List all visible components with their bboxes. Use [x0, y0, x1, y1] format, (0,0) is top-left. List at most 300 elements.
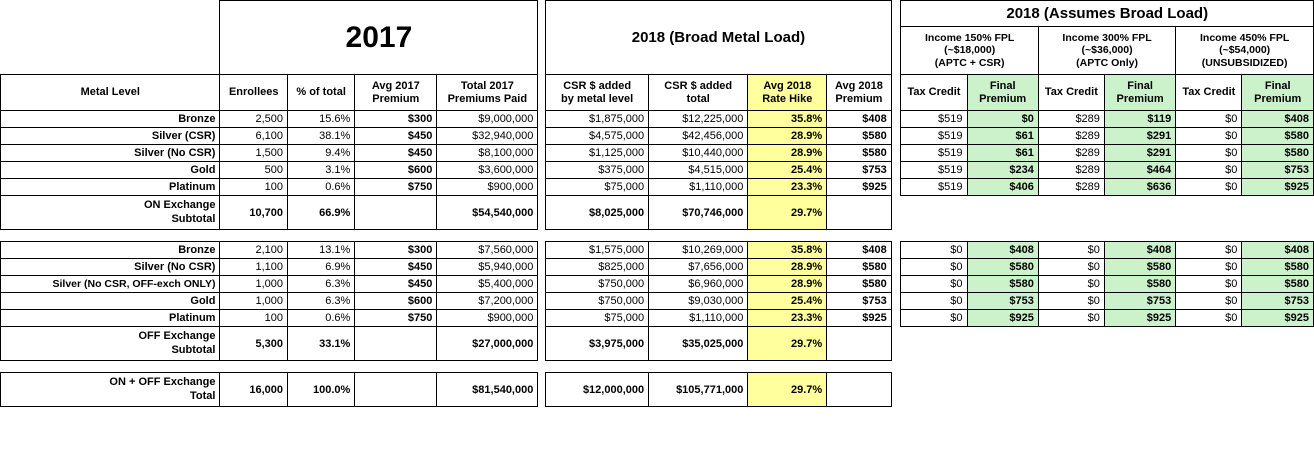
cell-final-premium-150: $753: [967, 293, 1038, 310]
grand-total-line1: ON + OFF Exchange: [109, 375, 216, 388]
cell-pct: 0.6%: [287, 179, 354, 196]
cell-avg2018: $408: [827, 111, 892, 128]
cell-final-premium-150: $580: [967, 259, 1038, 276]
cell-final-premium-300: $119: [1104, 111, 1175, 128]
income-300-line1: Income 300% FPL: [1062, 31, 1152, 44]
header-pct-of-total: [287, 75, 354, 111]
cell-avg2017: $450: [355, 128, 437, 145]
cell-tax-credit-450: $0: [1176, 145, 1242, 162]
cell-avg2017: $450: [355, 276, 437, 293]
empty-cell: [901, 327, 967, 361]
cell-pct: 33.1%: [287, 327, 354, 361]
cell-final-premium-450: $925: [1242, 179, 1314, 196]
cell-tax-credit-150: $519: [901, 179, 967, 196]
table-row: [1, 293, 1314, 310]
cell-enrollees: 5,300: [220, 327, 288, 361]
empty-cell: [967, 196, 1038, 230]
cell-avg2017: [355, 373, 437, 407]
header-enrollees-label: Enrollees: [228, 86, 279, 99]
spacer-cell: [891, 242, 901, 259]
cell-rate-hike: 28.9%: [748, 145, 827, 162]
spacer-cell: [538, 128, 546, 145]
empty-cell: [1104, 373, 1175, 407]
spacer-cell: [891, 327, 901, 361]
spacer-cell: [891, 276, 901, 293]
spacer-cell: [538, 1, 546, 27]
spacer-cell: [891, 310, 901, 327]
row-label: Bronze: [1, 111, 220, 128]
cell-csr-metal: $1,125,000: [546, 145, 649, 162]
cell-total2017: $9,000,000: [437, 111, 538, 128]
cell-total2017: $27,000,000: [437, 327, 538, 361]
cell-final-premium-150: $61: [967, 145, 1038, 162]
header-tot2017-line2: Premiums Paid: [447, 92, 528, 105]
cell-tax-credit-450: $0: [1176, 128, 1242, 145]
cell-tax-credit-300: $0: [1038, 259, 1104, 276]
header-avg2017-line1: Avg 2017: [371, 79, 420, 92]
cell-final-premium-150: $925: [967, 310, 1038, 327]
cell-avg2017: [355, 327, 437, 361]
table-row: [1, 145, 1314, 162]
cell-enrollees: 6,100: [220, 128, 288, 145]
cell-tax-credit-150: $519: [901, 111, 967, 128]
grand-total-row: [1, 373, 1314, 407]
cell-total2017: $5,400,000: [437, 276, 538, 293]
cell-avg2017: $450: [355, 145, 437, 162]
cell-csr-total: $42,456,000: [649, 128, 748, 145]
header-metal-level: [1, 75, 220, 111]
section-gap: [1, 230, 1314, 242]
income-450-header: [1176, 27, 1314, 75]
cell-final-premium-300: $291: [1104, 128, 1175, 145]
off-subtotal-line1: OFF Exchange: [138, 329, 216, 342]
cell-csr-metal: $75,000: [546, 179, 649, 196]
cell-pct: 15.6%: [287, 111, 354, 128]
cell-total2017: $7,200,000: [437, 293, 538, 310]
cell-tax-credit-150: $0: [901, 242, 967, 259]
row-label: Platinum: [1, 310, 220, 327]
title-2017-cell: [220, 1, 538, 75]
header-fp450-line1: Final: [1264, 79, 1291, 92]
spacer-cell: [891, 259, 901, 276]
header-csr-total: [649, 75, 748, 111]
cell-final-premium-300: $753: [1104, 293, 1175, 310]
empty-cell: [1104, 327, 1175, 361]
cell-avg2018: [827, 327, 892, 361]
spacer-cell: [1, 1, 220, 27]
row-label: [1, 196, 220, 230]
header-final-premium-450: [1242, 75, 1314, 111]
spacer-cell: [891, 196, 901, 230]
off-subtotal-line2: Subtotal: [171, 343, 216, 356]
income-150-line3: (APTC + CSR): [934, 56, 1005, 69]
cell-final-premium-300: $580: [1104, 259, 1175, 276]
section-gap: [1, 361, 1314, 373]
cell-rate-hike: 35.8%: [748, 111, 827, 128]
income-450-line3: (UNSUBSIDIZED): [1201, 56, 1288, 69]
cell-csr-total: $1,110,000: [649, 179, 748, 196]
empty-cell: [1038, 196, 1104, 230]
spacer-cell: [891, 111, 901, 128]
income-450-line1: Income 450% FPL: [1199, 31, 1290, 44]
cell-enrollees: 1,500: [220, 145, 288, 162]
cell-rate-hike: 23.3%: [748, 310, 827, 327]
cell-tax-credit-150: $519: [901, 128, 967, 145]
cell-avg2017: $300: [355, 111, 437, 128]
cell-total2017: $5,940,000: [437, 259, 538, 276]
cell-csr-total: $12,225,000: [649, 111, 748, 128]
cell-csr-total: $6,960,000: [649, 276, 748, 293]
header-csr-by-metal: [546, 75, 649, 111]
header-tc300-label: Tax Credit: [1044, 86, 1098, 99]
header-csrtotal-line2: total: [686, 92, 710, 105]
cell-csr-total: $10,269,000: [649, 242, 748, 259]
empty-cell: [1038, 327, 1104, 361]
cell-csr-metal: $750,000: [546, 293, 649, 310]
cell-tax-credit-300: $289: [1038, 145, 1104, 162]
cell-avg2018: $580: [827, 276, 892, 293]
empty-cell: [901, 373, 967, 407]
spacer-cell: [891, 179, 901, 196]
title-2018-broad-cell: [546, 1, 892, 75]
cell-csr-total: $10,440,000: [649, 145, 748, 162]
header-enrollees: [220, 75, 288, 111]
cell-avg2018: [827, 196, 892, 230]
spacer-cell: [891, 27, 901, 75]
row-label: Silver (CSR): [1, 128, 220, 145]
cell-pct: 13.1%: [287, 242, 354, 259]
cell-csr-metal: $750,000: [546, 276, 649, 293]
cell-csr-metal: $825,000: [546, 259, 649, 276]
spacer-cell: [891, 293, 901, 310]
subtotal-row-on-exchange: [1, 196, 1314, 230]
empty-cell: [967, 373, 1038, 407]
header-tot2017-line1: Total 2017: [460, 79, 514, 92]
spacer-cell: [538, 293, 546, 310]
header-csrmetal-line2: by metal level: [561, 92, 634, 105]
spacer-cell: [538, 259, 546, 276]
cell-final-premium-300: $580: [1104, 276, 1175, 293]
row-label: Silver (No CSR, OFF-exch ONLY): [1, 276, 220, 293]
cell-csr-total: $70,746,000: [649, 196, 748, 230]
spacer-cell: [1, 27, 220, 75]
table-row: [1, 276, 1314, 293]
row-label: [1, 373, 220, 407]
spacer-cell: [538, 145, 546, 162]
spacer-cell: [538, 162, 546, 179]
cell-tax-credit-300: $289: [1038, 111, 1104, 128]
cell-avg2017: $750: [355, 179, 437, 196]
income-150-header: [901, 27, 1038, 75]
header-avg-2017-premium: [355, 75, 437, 111]
spacer-cell: [538, 276, 546, 293]
cell-avg2017: $600: [355, 293, 437, 310]
cell-rate-hike: 29.7%: [748, 327, 827, 361]
cell-rate-hike: 23.3%: [748, 179, 827, 196]
spacer-cell: [891, 75, 901, 111]
cell-pct: 38.1%: [287, 128, 354, 145]
header-final-premium-150: [967, 75, 1038, 111]
cell-rate-hike: 29.7%: [748, 196, 827, 230]
spacer-cell: [538, 27, 546, 75]
header-total-2017-premiums: [437, 75, 538, 111]
cell-tax-credit-450: $0: [1176, 111, 1242, 128]
cell-final-premium-300: $464: [1104, 162, 1175, 179]
empty-cell: [901, 196, 967, 230]
empty-cell: [1242, 327, 1314, 361]
row-label: [1, 327, 220, 361]
header-avg-2018-premium: [827, 75, 892, 111]
cell-rate-hike: 28.9%: [748, 276, 827, 293]
cell-enrollees: 2,100: [220, 242, 288, 259]
cell-csr-metal: $4,575,000: [546, 128, 649, 145]
header-fp450-line2: Premium: [1254, 92, 1302, 105]
cell-enrollees: 16,000: [220, 373, 288, 407]
cell-final-premium-300: $636: [1104, 179, 1175, 196]
empty-cell: [1038, 373, 1104, 407]
cell-final-premium-300: $925: [1104, 310, 1175, 327]
income-300-line2: (~$36,000): [1081, 44, 1133, 57]
cell-tax-credit-300: $289: [1038, 162, 1104, 179]
income-150-line2: (~$18,000): [944, 44, 996, 57]
header-tc450-label: Tax Credit: [1182, 86, 1236, 99]
cell-tax-credit-300: $0: [1038, 276, 1104, 293]
table-row: [1, 111, 1314, 128]
on-subtotal-line2: Subtotal: [171, 212, 216, 225]
cell-final-premium-450: $753: [1242, 162, 1314, 179]
cell-total2017: $81,540,000: [437, 373, 538, 407]
table-row: [1, 128, 1314, 145]
header-fp150-line2: Premium: [979, 92, 1027, 105]
cell-enrollees: 1,000: [220, 276, 288, 293]
income-150-line1: Income 150% FPL: [925, 31, 1015, 44]
cell-total2017: $8,100,000: [437, 145, 538, 162]
cell-final-premium-300: $408: [1104, 242, 1175, 259]
cell-tax-credit-300: $0: [1038, 310, 1104, 327]
cell-tax-credit-450: $0: [1176, 259, 1242, 276]
cell-csr-total: $1,110,000: [649, 310, 748, 327]
spacer-cell: [891, 373, 901, 407]
spacer-cell: [538, 327, 546, 361]
header-tax-credit-450: [1176, 75, 1242, 111]
cell-csr-metal: $8,025,000: [546, 196, 649, 230]
cell-pct: 6.9%: [287, 259, 354, 276]
cell-rate-hike: 25.4%: [748, 293, 827, 310]
row-label: Silver (No CSR): [1, 259, 220, 276]
cell-tax-credit-300: $0: [1038, 293, 1104, 310]
title-2018-assumes-broad-load: 2018 (Assumes Broad Load): [1006, 5, 1209, 22]
spacer-cell: [538, 242, 546, 259]
cell-pct: 3.1%: [287, 162, 354, 179]
empty-cell: [1242, 196, 1314, 230]
header-fp300-line1: Final: [1127, 79, 1153, 92]
cell-final-premium-150: $234: [967, 162, 1038, 179]
cell-tax-credit-150: $519: [901, 145, 967, 162]
cell-final-premium-450: $408: [1242, 242, 1314, 259]
table-row: [1, 179, 1314, 196]
table-row: [1, 242, 1314, 259]
cell-avg2018: [827, 373, 892, 407]
cell-enrollees: 1,100: [220, 259, 288, 276]
cell-csr-metal: $1,575,000: [546, 242, 649, 259]
spacer-cell: [891, 145, 901, 162]
row-label: Bronze: [1, 242, 220, 259]
cell-avg2018: $580: [827, 128, 892, 145]
cell-final-premium-150: $580: [967, 276, 1038, 293]
cell-pct: 66.9%: [287, 196, 354, 230]
cell-tax-credit-300: $289: [1038, 179, 1104, 196]
cell-csr-total: $4,515,000: [649, 162, 748, 179]
spacer-cell: [538, 75, 546, 111]
cell-tax-credit-300: $0: [1038, 242, 1104, 259]
cell-final-premium-150: $408: [967, 242, 1038, 259]
spacer-cell: [891, 162, 901, 179]
cell-final-premium-450: $580: [1242, 145, 1314, 162]
title-2018-broad-metal-load: 2018 (Broad Metal Load): [631, 29, 806, 46]
cell-csr-total: $35,025,000: [649, 327, 748, 361]
header-hike-line2: Rate Hike: [762, 92, 813, 105]
table-row: [1, 259, 1314, 276]
cell-final-premium-150: $406: [967, 179, 1038, 196]
header-csrtotal-line1: CSR $ added: [664, 79, 733, 92]
cell-total2017: $900,000: [437, 179, 538, 196]
header-final-premium-300: [1104, 75, 1175, 111]
cell-final-premium-300: $291: [1104, 145, 1175, 162]
empty-cell: [1104, 196, 1175, 230]
cell-total2017: $3,600,000: [437, 162, 538, 179]
cell-pct: 100.0%: [287, 373, 354, 407]
header-fp300-line2: Premium: [1116, 92, 1164, 105]
cell-final-premium-150: $0: [967, 111, 1038, 128]
cell-pct: 9.4%: [287, 145, 354, 162]
cell-avg2018: $753: [827, 162, 892, 179]
cell-csr-total: $9,030,000: [649, 293, 748, 310]
title-2017: 2017: [345, 20, 413, 54]
cell-tax-credit-450: $0: [1176, 293, 1242, 310]
cell-total2017: $900,000: [437, 310, 538, 327]
spacer-cell: [538, 373, 546, 407]
cell-total2017: $7,560,000: [437, 242, 538, 259]
spacer-cell: [891, 1, 901, 27]
cell-rate-hike: 25.4%: [748, 162, 827, 179]
header-csrmetal-line1: CSR $ added: [563, 79, 632, 92]
spacer-cell: [538, 196, 546, 230]
cell-avg2017: $600: [355, 162, 437, 179]
cell-tax-credit-150: $0: [901, 259, 967, 276]
cell-tax-credit-450: $0: [1176, 242, 1242, 259]
cell-enrollees: 10,700: [220, 196, 288, 230]
header-hike-line1: Avg 2018: [763, 79, 812, 92]
cell-final-premium-450: $753: [1242, 293, 1314, 310]
header-pct-label: % of total: [296, 86, 346, 99]
cell-enrollees: 500: [220, 162, 288, 179]
cell-rate-hike: 35.8%: [748, 242, 827, 259]
cell-tax-credit-450: $0: [1176, 276, 1242, 293]
row-label: Gold: [1, 293, 220, 310]
cell-pct: 6.3%: [287, 293, 354, 310]
cell-tax-credit-450: $0: [1176, 179, 1242, 196]
title-2018-assumes-cell: [901, 1, 1314, 27]
cell-tax-credit-150: $0: [901, 276, 967, 293]
income-450-line2: (~$54,000): [1219, 44, 1271, 57]
spacer-cell: [538, 179, 546, 196]
cell-csr-metal: $12,000,000: [546, 373, 649, 407]
header-fp150-line1: Final: [989, 79, 1016, 92]
cell-rate-hike: 28.9%: [748, 259, 827, 276]
cell-total2017: $54,540,000: [437, 196, 538, 230]
table-row: [1, 310, 1314, 327]
cell-avg2018: $580: [827, 259, 892, 276]
cell-final-premium-150: $61: [967, 128, 1038, 145]
empty-cell: [967, 327, 1038, 361]
cell-enrollees: 100: [220, 179, 288, 196]
cell-tax-credit-450: $0: [1176, 162, 1242, 179]
cell-enrollees: 2,500: [220, 111, 288, 128]
header-metal-level-label: Metal Level: [80, 86, 140, 99]
header-avg2018-line1: Avg 2018: [834, 79, 883, 92]
spacer-cell: [891, 128, 901, 145]
cell-total2017: $32,940,000: [437, 128, 538, 145]
row-label: Gold: [1, 162, 220, 179]
cell-avg2018: $753: [827, 293, 892, 310]
cell-pct: 0.6%: [287, 310, 354, 327]
header-avg-2018-rate-hike: [748, 75, 827, 111]
header-avg2017-line2: Premium: [372, 92, 420, 105]
cell-tax-credit-150: $0: [901, 293, 967, 310]
income-300-header: [1038, 27, 1175, 75]
table-row: [1, 162, 1314, 179]
on-subtotal-line1: ON Exchange: [143, 198, 216, 211]
cell-avg2017: $450: [355, 259, 437, 276]
cell-tax-credit-150: $519: [901, 162, 967, 179]
empty-cell: [1176, 373, 1242, 407]
cell-rate-hike: 28.9%: [748, 128, 827, 145]
cell-tax-credit-150: $0: [901, 310, 967, 327]
cell-final-premium-450: $408: [1242, 111, 1314, 128]
cell-avg2018: $408: [827, 242, 892, 259]
cell-avg2017: $300: [355, 242, 437, 259]
empty-cell: [1176, 327, 1242, 361]
row-label: Silver (No CSR): [1, 145, 220, 162]
spacer-cell: [538, 310, 546, 327]
cell-final-premium-450: $925: [1242, 310, 1314, 327]
header-avg2018-line2: Premium: [835, 92, 883, 105]
header-tax-credit-300: [1038, 75, 1104, 111]
cell-avg2017: [355, 196, 437, 230]
spacer-cell: [538, 111, 546, 128]
cell-enrollees: 100: [220, 310, 288, 327]
subtotal-row-off-exchange: [1, 327, 1314, 361]
empty-cell: [1242, 373, 1314, 407]
cell-csr-metal: $75,000: [546, 310, 649, 327]
cell-csr-metal: $1,875,000: [546, 111, 649, 128]
cell-pct: 6.3%: [287, 276, 354, 293]
cell-csr-total: $7,656,000: [649, 259, 748, 276]
cell-avg2017: $750: [355, 310, 437, 327]
income-300-line3: (APTC Only): [1076, 56, 1138, 69]
cell-avg2018: $925: [827, 179, 892, 196]
cell-final-premium-450: $580: [1242, 259, 1314, 276]
cell-csr-metal: $375,000: [546, 162, 649, 179]
cell-final-premium-450: $580: [1242, 128, 1314, 145]
cell-avg2018: $925: [827, 310, 892, 327]
cell-csr-metal: $3,975,000: [546, 327, 649, 361]
header-tc150-label: Tax Credit: [907, 86, 961, 99]
cell-avg2018: $580: [827, 145, 892, 162]
cell-rate-hike: 29.7%: [748, 373, 827, 407]
cell-final-premium-450: $580: [1242, 276, 1314, 293]
header-tax-credit-150: [901, 75, 967, 111]
